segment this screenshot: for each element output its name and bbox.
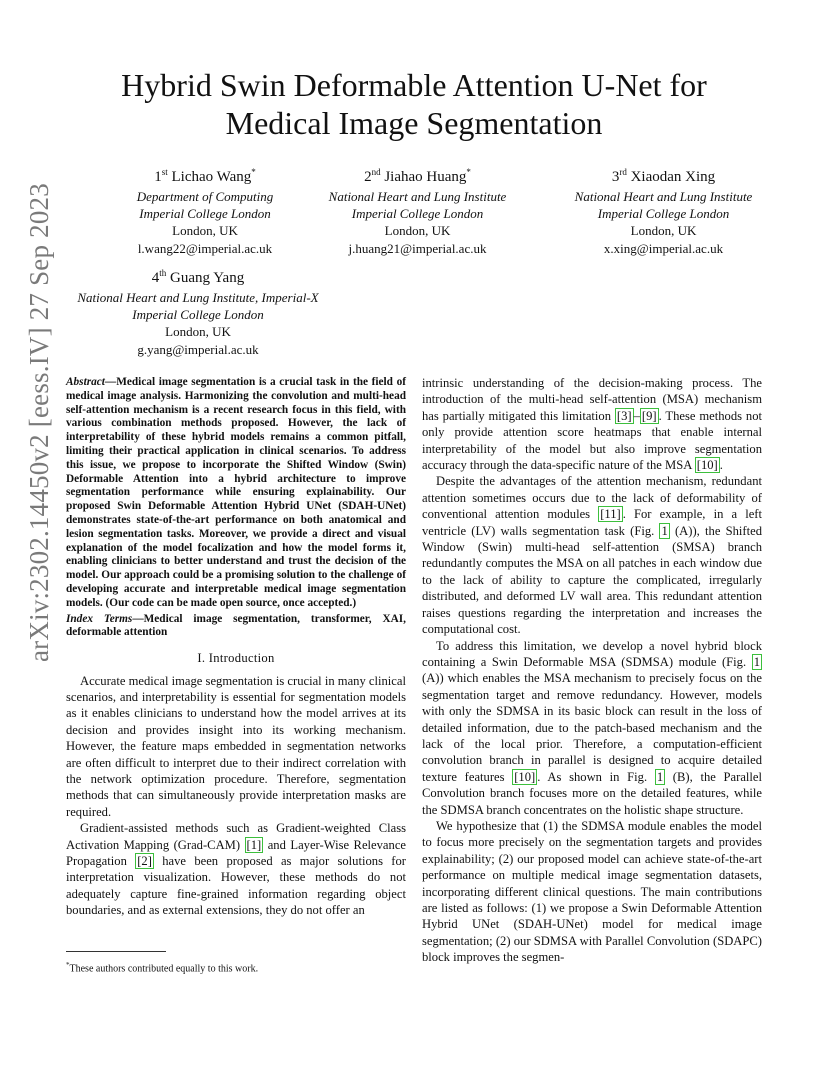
paragraph: intrinsic understanding of the decision-making process. The introduction of the multi-head self-attention (MSA) mechanism has partially mitigated this limitation [3] – [9] . These methods not only provide attention score heatmaps that enable internal interpretability of the model but also improve segmentation accuracy through the data-specific nature of the MSA [10] . bbox=[422, 376, 762, 473]
author-name: Jiahao Huang bbox=[384, 169, 467, 185]
paper-title bbox=[0, 66, 828, 142]
author-dept: National Heart and Lung Institute bbox=[328, 189, 507, 204]
author-inst: Imperial College London bbox=[351, 206, 484, 222]
citation-link[interactable]: [3] bbox=[616, 408, 632, 423]
author-location: London, UK bbox=[165, 324, 231, 340]
arxiv-stamp bbox=[12, 183, 62, 670]
citation-link[interactable]: [10] bbox=[696, 458, 718, 473]
figure-link[interactable]: 1 bbox=[753, 654, 760, 669]
title-line-1: Hybrid Swin Deformable Attention U-Net for bbox=[121, 67, 707, 103]
citation-link[interactable]: [10] bbox=[514, 769, 536, 784]
author-block-2: 2nd Jiahao Huang* National Heart and Lung Institute Imperial College London London, UK j.huang21@imperial.ac.uk bbox=[310, 163, 525, 257]
index-terms: Index Terms—Medical image segmentation, transformer, XAI, deformable attention bbox=[66, 612, 406, 639]
figure-link[interactable]: 1 bbox=[656, 769, 664, 784]
author-dept: National Heart and Lung Institute bbox=[574, 189, 753, 204]
author-name: Xiaodan Xing bbox=[630, 169, 716, 185]
author-inst: Imperial College London bbox=[139, 206, 271, 222]
paragraph: To address this limitation, we develop a novel hybrid block containing a Swin Deformable MSA (SDMSA) module (Fig. 1 (A)) which enables the MSA mechanism to precisely focus on the segmentation target and remove redundancy. However, models with only the SDMSA in its basic block can result in the loss of detailed information, due to the patch-based mechanism and the lack of the local prior. Therefore, a computation-efficient convolution branch in parallel is designed to acquire detailed texture features [10] . As shown in Fig. 1 (B), the Parallel Convolution branch focuses more on the detailed features, while the SDMSA branch concentrates on the holistic shape structure. bbox=[422, 638, 762, 817]
right-column bbox=[422, 375, 762, 966]
author-inst: Imperial College London bbox=[132, 307, 264, 323]
abstract: Abstract—Medical image segmentation is a crucial task in the field of medical image analysis. Harmonizing the convolution and multi-head self-attention mechanism is a recent research focus in this field, with various combination methods proposed. However, the lack of interpretability of these hybrid models remains a common pitfall, limiting their practical application in clinical scenarios. To address this issue, we propose to incorporate the Shifted Window (Swin) Deformable Attention into a hybrid architecture to improve segmentation performance while ensuring explainability. Our proposed Swin Deformable Attention Hybrid UNet (SDAH-UNet) demonstrates state-of-the-art performance on both anatomical and lesion segmentation tasks. Moreover, we provide a direct and visual explanation of the model focalization and how the model forms it, enabling clinicians to better understand and trust the decision of the model. Our approach could be a promising solution to the challenge of developing accurate and interpretable medical image segmentation models. (Our code can be made open source, once accepted.) bbox=[66, 376, 406, 609]
citation-link[interactable]: [1] bbox=[246, 837, 262, 852]
author-block-3: 3rd Xiaodan Xing National Heart and Lung Institute Imperial College London London, UK x.xing@imperial.ac.uk bbox=[556, 163, 771, 257]
author-dept: Department of Computing bbox=[136, 189, 274, 204]
author-location: London, UK bbox=[384, 223, 451, 239]
author-name: Guang Yang bbox=[170, 270, 245, 286]
citation-link[interactable]: [11] bbox=[600, 507, 621, 522]
citation-link[interactable]: [9] bbox=[641, 408, 657, 423]
paragraph: Despite the advantages of the attention mechanism, redundant attention sometimes occurs due to the lack of deformability of conventional attention modules [11] . For example, in a left ventricle (LV) walls segmentation task (Fig. 1 (A)), the Shifted Window (Swin) multi-head self-attention (SMSA) branch redundantly computes the MSA on all patches in each window due to the lack of ability to capture the complicated, irregularly distributed, and deformed LV wall area. This redundant attention raises questions regarding the interpretation and increases the computational cost. bbox=[422, 474, 762, 637]
section-heading: I. Introduction bbox=[197, 651, 275, 666]
author-block-4: 4th Guang Yang National Heart and Lung Institute, Imperial-X Imperial College London London, UK g.yang@imperial.ac.uk bbox=[58, 264, 338, 358]
footnote-rule bbox=[66, 951, 166, 952]
author-email: l.wang22@imperial.ac.uk bbox=[137, 240, 273, 256]
author-location: London, UK bbox=[630, 223, 697, 239]
author-location: London, UK bbox=[172, 223, 238, 239]
author-dept: National Heart and Lung Institute, Imperial-X bbox=[77, 290, 319, 305]
arxiv-id: arXiv:2302.14450v2 [eess.IV] 27 Sep 2023 bbox=[24, 183, 54, 662]
left-column bbox=[66, 376, 406, 919]
citation-link[interactable]: [2] bbox=[137, 854, 152, 869]
author-email: g.yang@imperial.ac.uk bbox=[137, 341, 259, 357]
author-email: x.xing@imperial.ac.uk bbox=[603, 240, 724, 256]
title-line-2: Medical Image Segmentation bbox=[225, 105, 603, 141]
paragraph: Gradient-assisted methods such as Gradient-weighted Class Activation Mapping (Grad-CAM) [1] and Layer-Wise Relevance Propagation [2] have been proposed as major solutions for interpretation visualization. However, these methods do not adequately capture fine-grained information regarding object boundaries, and as external extensions, they do not offer an bbox=[66, 821, 406, 918]
paragraph: Accurate medical image segmentation is crucial in many clinical scenarios, and interpretability is essential for segmentation models as it enables clinicians to understand how the model arrives at its decision and provides insight into its working mechanism. However, the feature maps embedded in segmentation networks are often difficult to interpret due to their indirect correlation with the network optimization procedure. Therefore, segmentation methods that can simultaneously provide interpretation masks are required. bbox=[66, 673, 406, 819]
author-email: j.huang21@imperial.ac.uk bbox=[348, 240, 487, 256]
footnote: *These authors contributed equally to this work. bbox=[66, 961, 259, 975]
author-block-1: 1st Lichao Wang* Department of Computing Imperial College London London, UK l.wang22@imperial.ac.uk bbox=[105, 163, 305, 257]
author-inst: Imperial College London bbox=[597, 206, 730, 222]
figure-link[interactable]: 1 bbox=[661, 523, 668, 538]
author-name: Lichao Wang bbox=[171, 169, 252, 185]
paragraph: We hypothesize that (1) the SDMSA module enables the model to focus more precisely on the segmentation targets and provides explainability; (2) our proposed model can achieve state-of-the-art performance on multiple medical image segmentation datasets, incorporating different clinical questions. The main contributions are listed as follows: (1) we propose a Swin Deformable Attention Hybrid UNet (SDAH-UNet) model for medical image segmentation; (2) our SDMSA with Parallel Convolution (SDAPC) block improves the segmen- bbox=[422, 818, 762, 965]
